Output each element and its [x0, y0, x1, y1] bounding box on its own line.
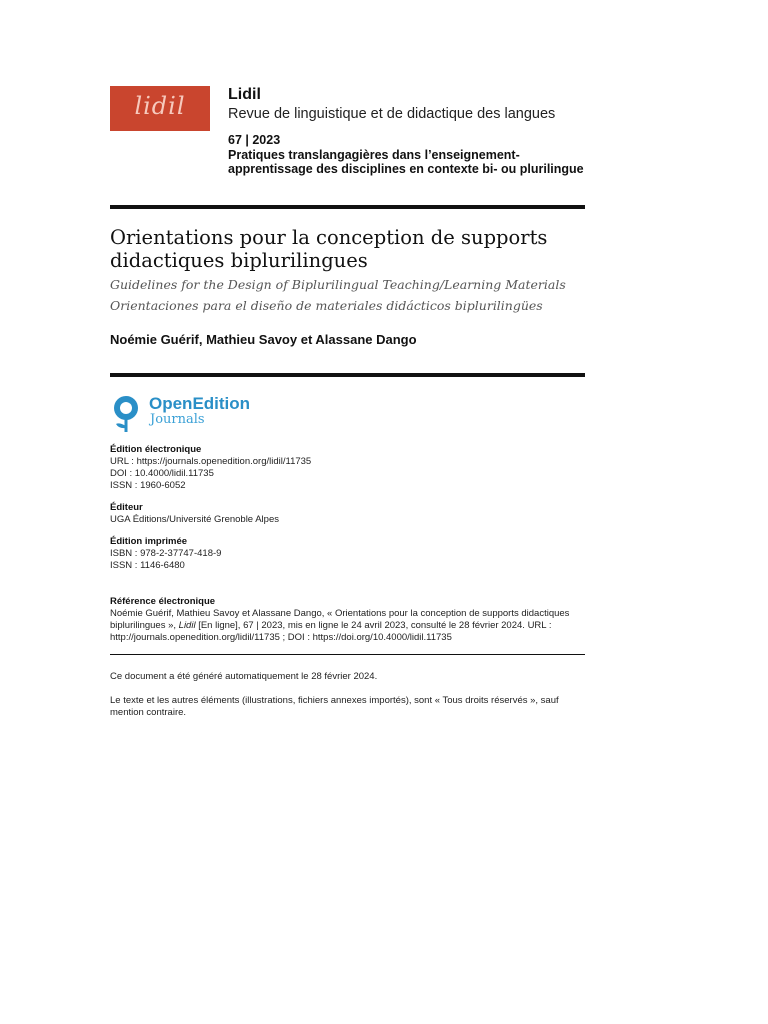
article-title: Orientations pour la conception de supports didactiques biplurilingues [110, 226, 548, 272]
edition-imprimee-heading: Édition imprimée [110, 536, 188, 547]
journal-title: Lidil [228, 86, 261, 103]
openedition-logo[interactable] [110, 394, 270, 434]
edition-imprimee [110, 536, 585, 572]
edition-electronique-url[interactable]: URL : https://journals.openedition.org/lidil/11735 [110, 456, 312, 467]
divider-bottom [110, 654, 585, 655]
openedition-flower-icon [110, 395, 144, 433]
openedition-name: OpenEdition [149, 394, 251, 413]
divider-top [110, 205, 585, 209]
edition-imprimee-isbn: ISBN : 978-2-37747-418-9 [110, 548, 222, 559]
issue-number: 67 | 2023 [228, 133, 281, 147]
journal-logo [110, 86, 210, 131]
openedition-sub: Journals [150, 412, 205, 427]
journal-logo-text: lidil [134, 92, 186, 120]
journal-subtitle: Revue de linguistique et de didactique des langues [228, 106, 556, 122]
divider-middle [110, 373, 585, 377]
issue-title: Pratiques translangagières dans l’enseignement-apprentissage des disciplines en contexte bi- ou plurilingue [228, 148, 584, 176]
reference-text-after[interactable]: [En ligne], 67 | 2023, mis en ligne le 24 avril 2023, consulté le 28 février 2024. URL : http://journals.openedition.org/lidil/11735 ; DOI : https://doi.org/10.4000/lidil.11735 [110, 620, 552, 643]
edition-electronique-doi[interactable]: DOI : 10.4000/lidil.11735 [110, 468, 214, 479]
editeur [110, 502, 585, 526]
article-title-english: Guidelines for the Design of Biplurilingual Teaching/Learning Materials [110, 277, 566, 292]
reference-electronique [110, 596, 585, 644]
generated-note: Ce document a été généré automatiquement le 28 février 2024. [110, 671, 378, 682]
edition-electronique [110, 444, 585, 492]
editeur-name: UGA Éditions/Université Grenoble Alpes [110, 514, 279, 525]
reference-journal: Lidil [178, 620, 196, 631]
article-title-spanish: Orientaciones para el diseño de materiales didácticos biplurilingües [110, 298, 543, 313]
article-authors: Noémie Guérif, Mathieu Savoy et Alassane Dango [110, 332, 417, 347]
reference-text-before: Noémie Guérif, Mathieu Savoy et Alassane Dango, « Orientations pour la conception de supports didactiques biplurilingues », [110, 608, 570, 631]
edition-imprimee-issn: ISSN : 1146-6480 [110, 560, 185, 571]
reference-heading: Référence électronique [110, 596, 216, 607]
edition-electronique-heading: Édition électronique [110, 444, 202, 455]
rights-note: Le texte et les autres éléments (illustrations, fichiers annexes importés), sont « Tous droits réservés », sauf mention contraire. [110, 695, 559, 718]
journal-header [228, 85, 588, 176]
edition-electronique-issn: ISSN : 1960-6052 [110, 480, 186, 491]
editeur-heading: Éditeur [110, 502, 143, 513]
